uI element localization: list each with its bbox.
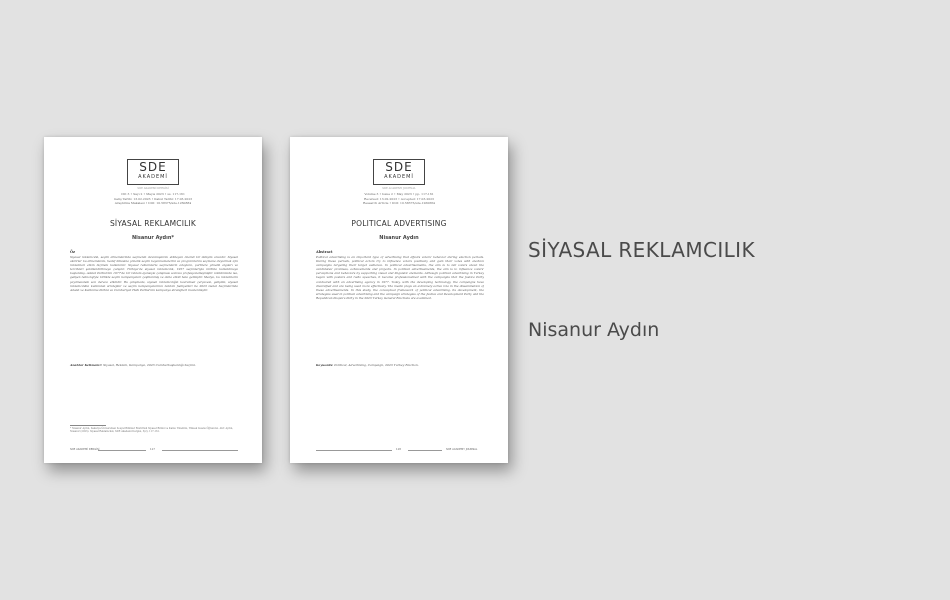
keywords-label: Anahtar Kelimeler:	[70, 363, 103, 367]
footer-rule	[98, 450, 146, 451]
publication-info	[44, 192, 262, 206]
footnote-divider	[70, 425, 106, 426]
footer-page-number: 118	[396, 448, 401, 451]
keywords-list: Siyasal, Reklam, Kampanya, 2023 Cumhurbaşkanlığı Seçimi.	[103, 363, 196, 367]
pub-info-line: Araştırma Makalesi • DOI: 10.58375/sde.1260884	[114, 201, 192, 205]
keywords	[70, 363, 238, 367]
footer-rule	[408, 450, 442, 451]
turkish-article-page	[44, 137, 262, 463]
page-footer	[316, 448, 484, 454]
logo-sub-text: AKADEMİ	[384, 174, 414, 180]
publication-info	[290, 192, 508, 206]
logo-sub-text: AKADEMİ	[138, 174, 168, 180]
footer-rule	[316, 450, 392, 451]
logo-main-text: SDE	[139, 160, 167, 174]
article-title: POLITICAL ADVERTISING	[351, 219, 447, 228]
side-article-author: Nisanur Aydın	[528, 319, 660, 341]
pub-info-line: Volume 3 • Issue 2 • May 2023 • pp. 117-161	[364, 192, 434, 196]
abstract-text: Siyasal reklamcılık, seçim dönemlerinde seçmenin davranışlarını etkileyen önemli bir iletişim aracıdır. Siyasal aktörler bu dönemlerde, hedef kitlesine yönelik seçim beyannamelerini ve programlarını seçmene duyurmak için reklamları etkin biçimde kullanırlar. Siyasal reklamlarla seçmenlerin adaylara, partilere yönelik algıları ve tercihleri şekillendirilmeye çalışılır. Türkiye'de siyasal reklamcılık, 1957 seçimleriyle birlikte kullanılmaya başlanmış, Adalet Partisi'nin 1977'de bir reklam ajansıyla çalışması sonrası profesyonelleşmiştir. Günümüzde ise, gelişen teknolojiyle birlikte seçim kampanyaları çeşitlenmiş ve daha etkili hale gelmiştir. Medya, bu reklamların yayılmasında son derece etkindir. Bu çalışmada, siyasal reklamcılığın kavramsal çerçevesi, gelişimi, siyasal reklamcılıkta kullanılan stratejiler ve seçim kampanyalarının tanıtım faaliyetleri ile 2023 Genel Seçimlerinde Adalet ve Kalkınma Partisi ve Cumhuriyet Halk Partisi'nin kampanya stratejileri incelenmiştir.	[70, 255, 238, 292]
pub-info-line: Cilt 3 • Sayı 2 • Mayıs 2023 • ss. 117-161	[121, 192, 185, 196]
footnote: * Nisanur Aydın, Sakarya Üniversitesi Sosyal Bilimler Enstitüsü Siyaset Bilimi ve Kamu Yönetimi, Yüksek Lisans Öğrencisi. Atıf: Aydın, Nisanur (2023). Siyasal Reklamcılık, SDE Akademi Dergisi, 3(2), 117-161.	[70, 427, 234, 434]
abstract-heading: Öz	[70, 250, 76, 254]
footer-journal-name: SDE AKADEMİ DERGİSİ	[70, 448, 100, 451]
pub-info-line: Research Article • DOI: 10.58375/sde.1260884	[363, 201, 435, 205]
keywords-label: Keywords:	[316, 363, 334, 367]
footer-journal-name: SDE ACADEMY JOURNAL	[446, 448, 478, 451]
english-article-page	[290, 137, 508, 463]
sde-logo	[127, 159, 179, 185]
keywords-list: Political, Advertising, Campaign, 2023 Turkey Election.	[334, 363, 419, 367]
article-author: Nisanur Aydın*	[132, 235, 174, 241]
pub-info-line: Geliş Tarihi: 13.02.2023 • Kabul Tarihi: 17.03.2023	[113, 196, 193, 201]
pub-info-line: Received: 13.02.2023 • Accepted: 17.03.2023	[364, 196, 434, 201]
logo-tagline: SDE ACADEMY JOURNAL	[382, 187, 416, 190]
logo-main-text: SDE	[385, 160, 413, 174]
side-article-title: SİYASAL REKLAMCILIK	[528, 238, 755, 262]
article-title: SİYASAL REKLAMCILIK	[109, 219, 197, 228]
sde-logo	[373, 159, 425, 185]
article-author: Nisanur Aydın	[379, 235, 419, 241]
logo-tagline: SDE AKADEMİ DERGİSİ	[137, 187, 169, 190]
abstract-text: Political advertising is an important type of advertising that affects voters' behavior during election periods. During these periods, political actors try to influence voters positively and gain their votes with election campaigns targeting their target audience. In political advertisements, the aim is to tell voters about the candidates' promises, achievements and projects. In political advertisements, the aim is to influence voters' perceptions and behaviors by supporting visual and linguistic elements. Although political advertising in Turkey began with posters and radio speeches, it became professionalized with the campaigns that the Justice Party conducted with an advertising agency in 1977. Today, with the developing technology, the campaigns have diversified and are being used more effectively. The media plays an extremely active role in the dissemination of these advertisements. In this study, the conceptual framework of political advertising, its development, the strategies used in political advertising and the campaign strategies of the Justice and Development Party and the Republican People's Party in the 2023 Turkey General Elections are examined.	[316, 255, 484, 300]
page-footer	[70, 448, 238, 454]
keywords	[316, 363, 484, 367]
footer-rule	[162, 450, 238, 451]
footer-page-number: 117	[150, 448, 155, 451]
abstract-heading: Abstract	[316, 250, 333, 254]
